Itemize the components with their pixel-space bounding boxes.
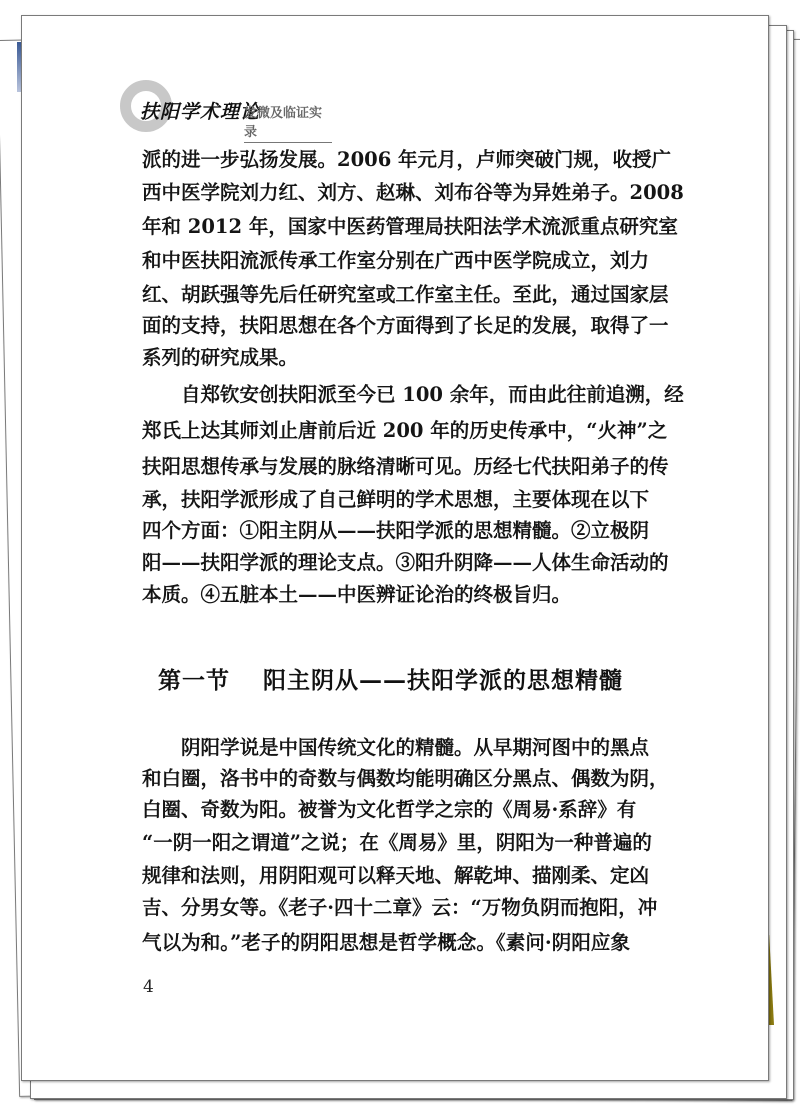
text-line: 阳——扶阳学派的理论支点。③阳升阴降——人体生命活动的: [142, 551, 669, 574]
text-line: 年和 2012 年，国家中医药管理局扶阳法学术流派重点研究室: [142, 215, 678, 238]
running-header-subtitle: 发微及临证实录: [244, 102, 332, 143]
text-line: “一阴一阳之谓道”之说；在《周易》里，阴阳为一种普遍的: [142, 831, 652, 854]
text-line: 扶阳思想传承与发展的脉络清晰可见。历经七代扶阳弟子的传: [142, 455, 669, 478]
text-line: 和中医扶阳流派传承工作室分别在广西中医学院成立，刘力: [142, 249, 650, 272]
text-line: 本质。④五脏本土——中医辨证论治的终极旨归。: [142, 583, 572, 606]
page-number: 4: [143, 977, 154, 997]
running-header-title: 扶阳学术理论: [140, 101, 261, 123]
text-line: 面的支持，扶阳思想在各个方面得到了长足的发展，取得了一: [142, 314, 669, 337]
text-line: 吉、分男女等。《老子·四十二章》云：“万物负阴而抱阳，冲: [142, 896, 658, 919]
text-line: 西中医学院刘力红、刘方、赵琳、刘布谷等为异姓弟子。2008: [142, 181, 684, 204]
text-line: 承，扶阳学派形成了自己鲜明的学术思想，主要体现在以下: [142, 488, 650, 511]
text-line: 四个方面：①阳主阴从——扶阳学派的思想精髓。②立极阴: [142, 519, 650, 542]
text-line: 派的进一步弘扬发展。2006 年元月，卢师突破门规，收授广: [142, 148, 672, 171]
text-line: 白圈、奇数为阳。被誉为文化哲学之宗的《周易·系辞》有: [142, 798, 637, 821]
book-page: [21, 15, 769, 1081]
text-line: 红、胡跃强等先后任研究室或工作室主任。至此，通过国家层: [142, 283, 669, 306]
text-line: 郑氏上达其师刘止唐前后近 200 年的历史传承中，“火神”之: [142, 419, 668, 442]
text-line: 规律和法则，用阴阳观可以释天地、解乾坤、描刚柔、定凶: [142, 864, 650, 887]
text-line: 和白圈，洛书中的奇数与偶数均能明确区分黑点、偶数为阴，: [142, 767, 669, 790]
text-line: 阴阳学说是中国传统文化的精髓。从早期河图中的黑点: [142, 736, 650, 759]
section-heading: 第一节 阳主阴从——扶阳学派的思想精髓: [158, 667, 624, 694]
text-line: 自郑钦安创扶阳派至今已 100 余年，而由此往前追溯，经: [142, 383, 684, 406]
text-line: 气以为和。”老子的阴阳思想是哲学概念。《素问·阴阳应象: [142, 931, 630, 954]
text-line: 系列的研究成果。: [142, 346, 299, 369]
